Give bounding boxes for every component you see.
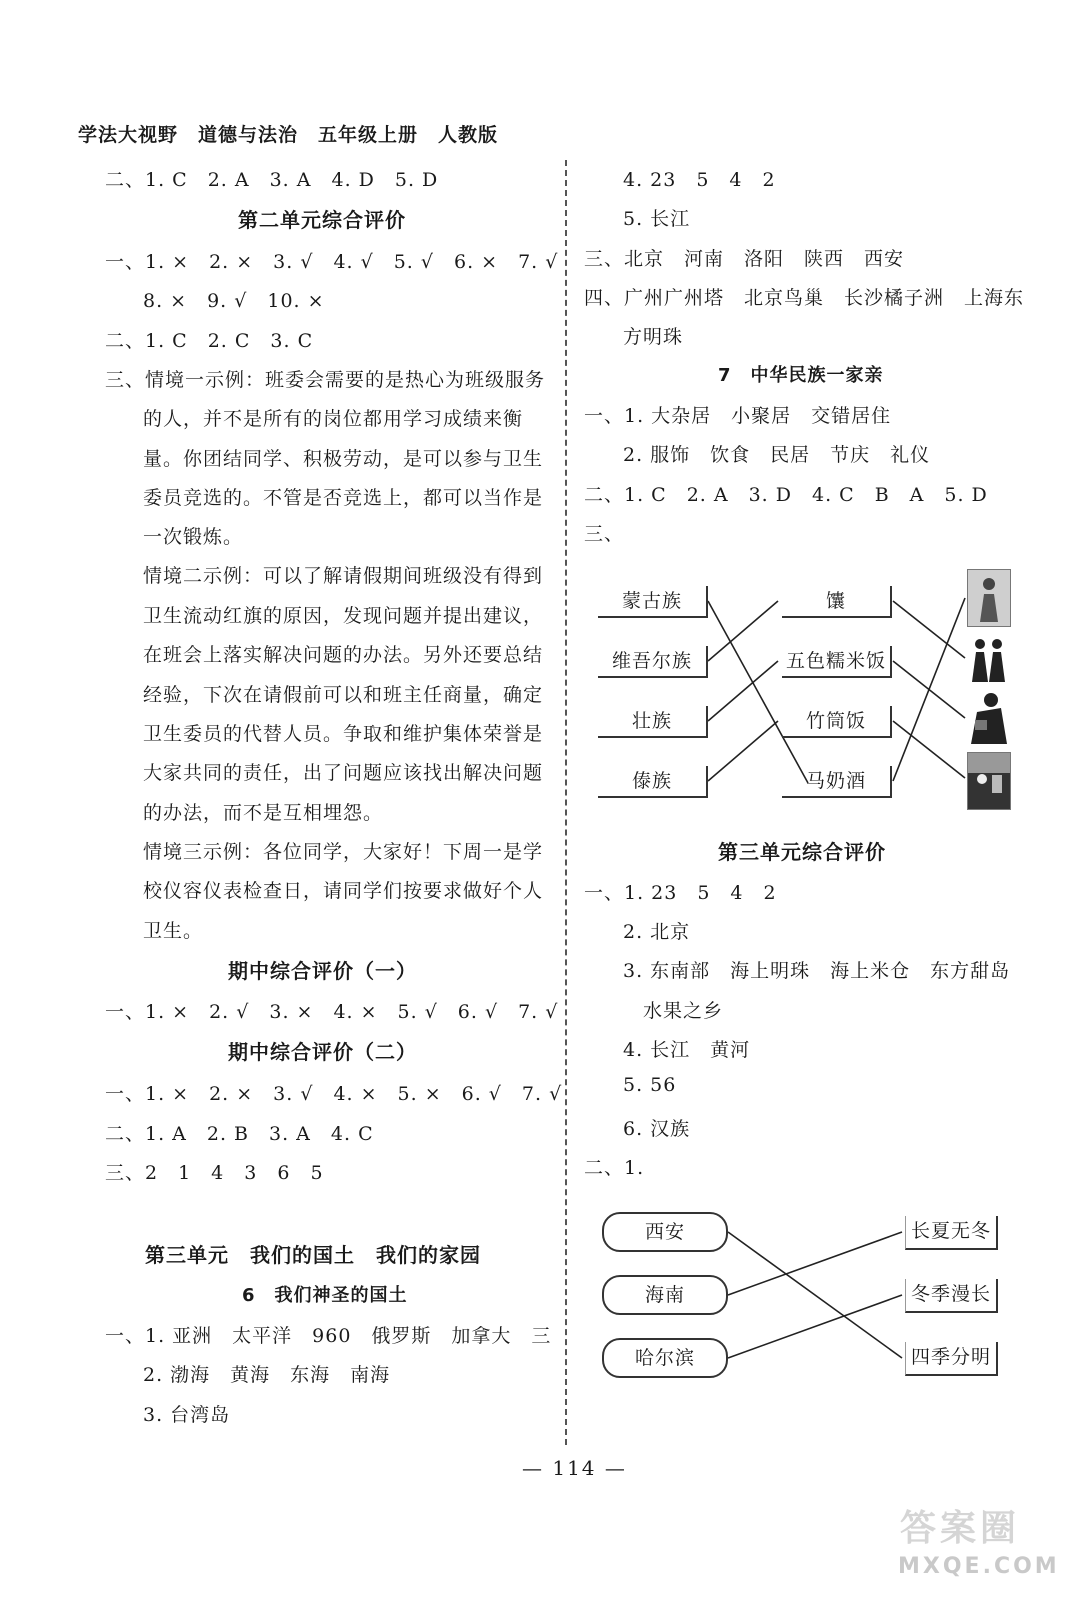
page-number: — 114 — (522, 1456, 627, 1480)
answer-line: 经验，下次在请假前可以和班主任商量，确定 (143, 684, 544, 706)
answer-line: 一、1. × 2. × 3. √ 4. × 5. × 6. √ 7. √ (105, 1083, 563, 1105)
answer-line: 量。你团结同学、积极劳动，是可以参与卫生 (143, 448, 544, 470)
climate-box: 长夏无冬 (905, 1216, 998, 1250)
unit-heading: 第三单元 我们的国土 我们的家园 (145, 1243, 481, 1267)
answer-line: 一、1. 大杂居 小聚居 交错居住 (584, 405, 892, 427)
answer-line: 3. 台湾岛 (143, 1404, 231, 1426)
food-box: 竹筒饭 (782, 706, 892, 738)
match-line (708, 601, 778, 661)
answer-line: 的人，并不是所有的岗位都用学习成绩来衡 (143, 408, 524, 430)
match-line (708, 721, 778, 781)
match-line (728, 1295, 902, 1358)
figures-picture (967, 690, 1009, 746)
lesson-heading: 6 我们神圣的国土 (242, 1285, 408, 1306)
answer-line: 二、1. C 2. C 3. C (105, 330, 314, 352)
answer-line: 6. 汉族 (623, 1118, 691, 1140)
answer-line: 方明珠 (623, 326, 684, 348)
answer-line: 二、1. C 2. A 3. A 4. D 5. D (105, 169, 439, 191)
answer-line: 二、1. C 2. A 3. D 4. C B A 5. D (584, 484, 988, 506)
answer-line: 大家共同的责任，出了问题应该找出解决问题 (143, 762, 544, 784)
answer-line: 三、情境一示例：班委会需要的是热心为班级服务 (105, 369, 546, 391)
match-line (893, 721, 965, 778)
answer-line: 二、1. (584, 1157, 645, 1179)
climate-box: 四季分明 (905, 1342, 998, 1376)
section-heading: 第二单元综合评价 (238, 208, 406, 232)
section-heading: 期中综合评价（一） (228, 959, 417, 983)
section-heading: 期中综合评价（二） (228, 1040, 417, 1064)
answer-line: 2. 服饰 饮食 民居 节庆 礼仪 (623, 444, 931, 466)
food-box: 馕 (782, 586, 892, 618)
answer-line: 三、北京 河南 洛阳 陕西 西安 (584, 248, 905, 270)
answer-line: 校仪容仪表检查日，请同学们按要求做好个人 (143, 880, 544, 902)
answer-line: 情境二示例：可以了解请假期间班级没有得到 (143, 565, 544, 587)
answer-line: 3. 东南部 海上明珠 海上米仓 东方甜岛 (623, 960, 1011, 982)
answer-line: 8. × 9. √ 10. × (143, 290, 325, 312)
watermark-logo: 答案圈 (900, 1508, 1021, 1549)
match-line (708, 661, 778, 721)
answer-line: 一、1. × 2. √ 3. × 4. × 5. √ 6. √ 7. √ (105, 1001, 559, 1023)
scene-picture (967, 752, 1011, 810)
answer-line: 2. 渤海 黄海 东海 南海 (143, 1364, 391, 1386)
answer-line: 2. 北京 (623, 921, 691, 943)
ethnic-group-box: 傣族 (598, 766, 708, 798)
answer-line: 5. 56 (623, 1074, 677, 1096)
book-header: 学法大视野 道德与法治 五年级上册 人教版 (78, 124, 499, 146)
answer-line: 的办法，而不是互相埋怨。 (143, 802, 384, 824)
food-box: 五色糯米饭 (782, 646, 892, 678)
city-oval: 哈尔滨 (602, 1338, 728, 1378)
climate-box: 冬季漫长 (905, 1279, 998, 1313)
answer-line: 一、1. 亚洲 太平洋 960 俄罗斯 加拿大 三 (105, 1325, 552, 1347)
answer-line: 卫生。 (143, 920, 204, 942)
match-line (893, 601, 965, 658)
answer-line: 水果之乡 (643, 1000, 724, 1022)
answer-line: 情境三示例：各位同学，大家好！下周一是学 (143, 841, 544, 863)
answer-line: 4. 长江 黄河 (623, 1039, 751, 1061)
dancers-picture (967, 630, 1009, 686)
answer-line: 在班会上落实解决问题的办法。另外还要总结 (143, 644, 544, 666)
answer-line: 5. 长江 (623, 208, 691, 230)
answer-line: 二、1. A 2. B 3. A 4. C (105, 1123, 374, 1145)
answer-line: 一、1. 23 5 4 2 (584, 882, 777, 904)
answer-line: 三、 (584, 523, 625, 545)
match-line (728, 1232, 902, 1358)
answer-line: 一次锻炼。 (143, 526, 244, 548)
answer-line: 4. 23 5 4 2 (623, 169, 776, 191)
answer-line: 三、2 1 4 3 6 5 (105, 1162, 324, 1184)
section-heading: 第三单元综合评价 (718, 840, 886, 864)
answer-line: 卫生流动红旗的原因，发现问题并提出建议， (143, 605, 544, 627)
match-line (893, 598, 965, 781)
answer-line: 委员竞选的。不管是否竞选上，都可以当作是 (143, 487, 544, 509)
lesson-heading: 7 中华民族一家亲 (718, 365, 884, 386)
ethnic-group-box: 蒙古族 (598, 586, 708, 618)
ethnic-costume-picture (967, 569, 1011, 627)
ethnic-group-box: 壮族 (598, 706, 708, 738)
answer-line: 卫生委员的代替人员。争取和维护集体荣誉是 (143, 723, 544, 745)
ethnic-group-box: 维吾尔族 (598, 646, 708, 678)
answer-line: 一、1. × 2. × 3. √ 4. √ 5. √ 6. × 7. √ (105, 251, 559, 273)
answer-line: 四、广州广州塔 北京鸟巢 长沙橘子洲 上海东 (584, 287, 1025, 309)
city-oval: 海南 (602, 1275, 728, 1315)
food-box: 马奶酒 (782, 766, 892, 798)
city-oval: 西安 (602, 1212, 728, 1252)
watermark-url: MXQE.COM (898, 1554, 1060, 1579)
match-line (708, 601, 808, 783)
match-line (728, 1232, 902, 1295)
